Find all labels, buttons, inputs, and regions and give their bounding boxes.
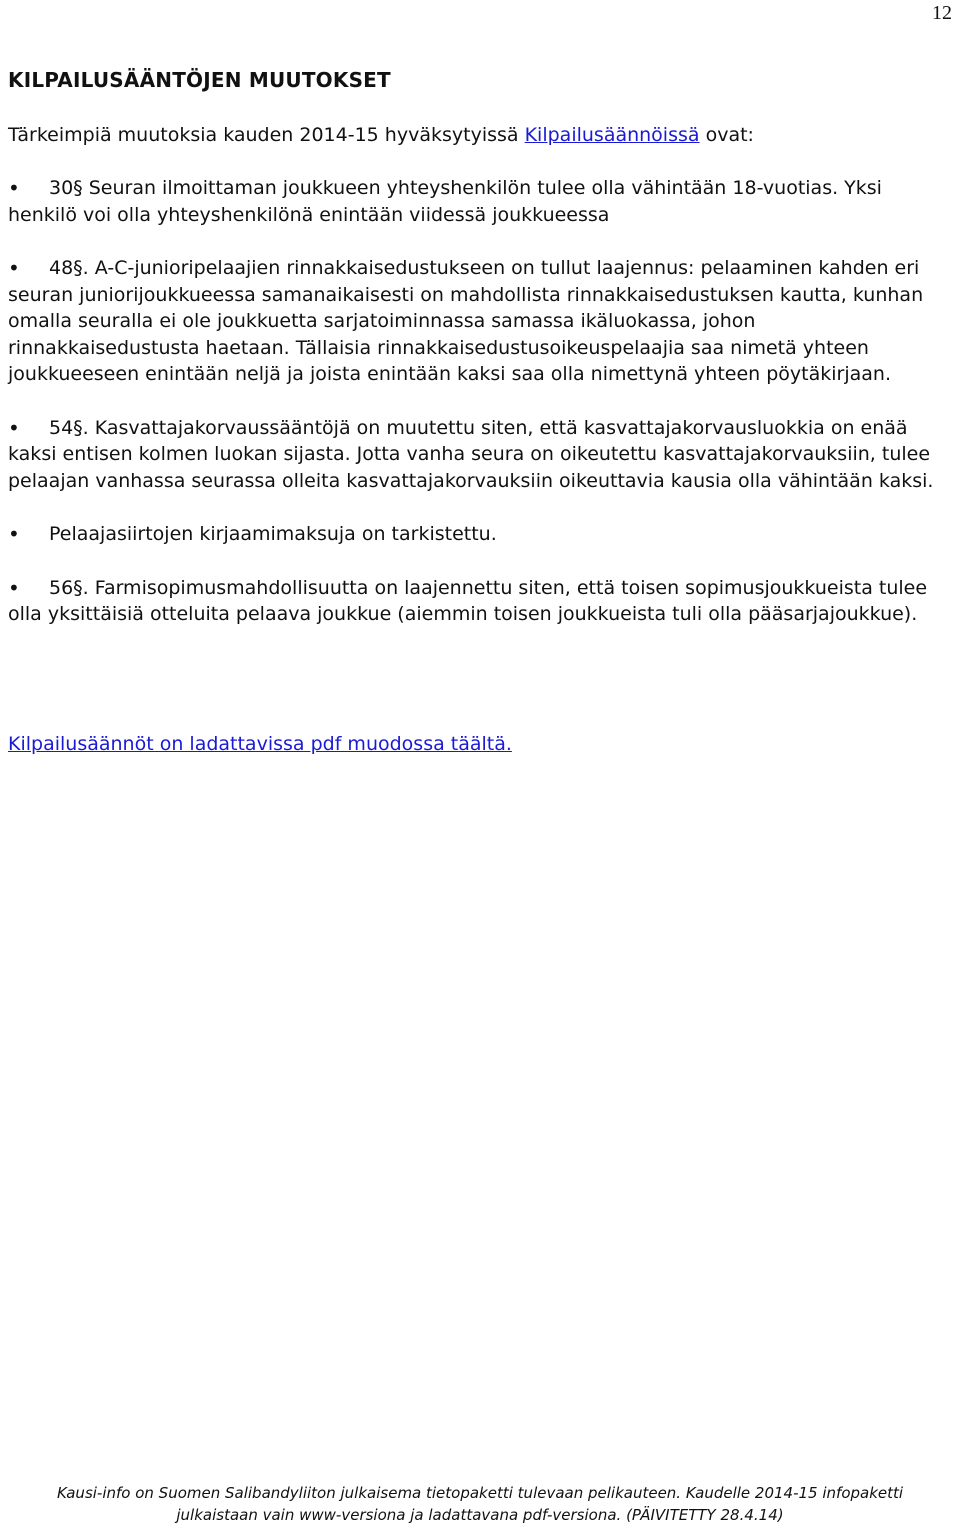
list-item-text: 56§. Farmisopimusmahdollisuutta on laajennettu siten, että toisen sopimusjoukkueista tulee olla yksittäisiä otteluita pelaava joukkue (aiemmin toisen joukkueista tuli olla pääsarjajoukkue). <box>8 576 928 625</box>
list-item-text: Pelaajasiirtojen kirjaamimaksuja on tarkistettu. <box>49 523 497 545</box>
list-item-text: 30§ Seuran ilmoittaman joukkueen yhteyshenkilön tulee olla vähintään 18-vuotias. Yksi henkilö voi olla yhteyshenkilönä enintään viidessä joukkueessa <box>8 177 882 226</box>
page-number: 12 <box>932 2 952 24</box>
kilpailusaannot-link[interactable]: Kilpailusäännöissä <box>524 124 700 146</box>
list-item <box>8 415 952 495</box>
list-item <box>8 255 952 388</box>
list-item-text: 48§. A-C-junioripelaajien rinnakkaisedustukseen on tullut laajennus: pelaaminen kahden eri seuran juniorijoukkueessa samanaikaisesti on mahdollista rinnakkaisedustuksen kautta, kunhan omalla seuralla ei ole joukkuetta sarjatoiminnassa samassa ikäluokassa, johon rinnakkaisedustusta haetaan. Tällaisia rinnakkaisedustusoikeuspelaajia saa nimetä yhteen joukkueeseen enintään neljä ja joista enintään kaksi saa olla nimettynä yhteen pöytäkirjaan. <box>8 257 924 385</box>
bullet-icon: • <box>8 575 20 600</box>
list-item <box>8 175 952 228</box>
list-item-text: 54§. Kasvattajakorvaussääntöjä on muutettu siten, että kasvattajakorvausluokkia on enää kaksi entisen kolmen luokan sijasta. Jotta vanha seura on oikeutettu kasvattajakorvauksiin, tulee pelaajan vanhassa seurassa olleita kasvattajakorvauksiin oikeuttavia kausia olla vähintään kaksi. <box>8 416 934 492</box>
list-item <box>8 521 952 548</box>
bullet-icon: • <box>8 176 20 200</box>
bullet-icon: • <box>8 415 20 440</box>
footer-line: julkaistaan vain www-versiona ja ladattavana pdf-versiona. (PÄIVITETTY 28.4.14) <box>176 1506 784 1524</box>
download-paragraph <box>8 731 512 757</box>
changes-list <box>8 175 952 655</box>
bullet-icon: • <box>8 256 20 280</box>
intro-paragraph <box>8 122 754 148</box>
bullet-icon: • <box>8 522 20 546</box>
intro-suffix: ovat: <box>699 124 754 146</box>
download-pdf-link[interactable]: Kilpailusäännöt on ladattavissa pdf muodossa täältä. <box>8 733 512 755</box>
footer-line: Kausi-info on Suomen Salibandyliiton julkaisema tietopaketti tulevaan pelikauteen. Kaudelle 2014-15 infopaketti <box>56 1484 904 1502</box>
intro-text: Tärkeimpiä muutoksia kauden 2014-15 hyväksytyissä <box>8 124 525 146</box>
page-footer <box>0 1482 960 1526</box>
page-title: KILPAILUSÄÄNTÖJEN MUUTOKSET <box>8 68 391 92</box>
list-item <box>8 575 952 628</box>
